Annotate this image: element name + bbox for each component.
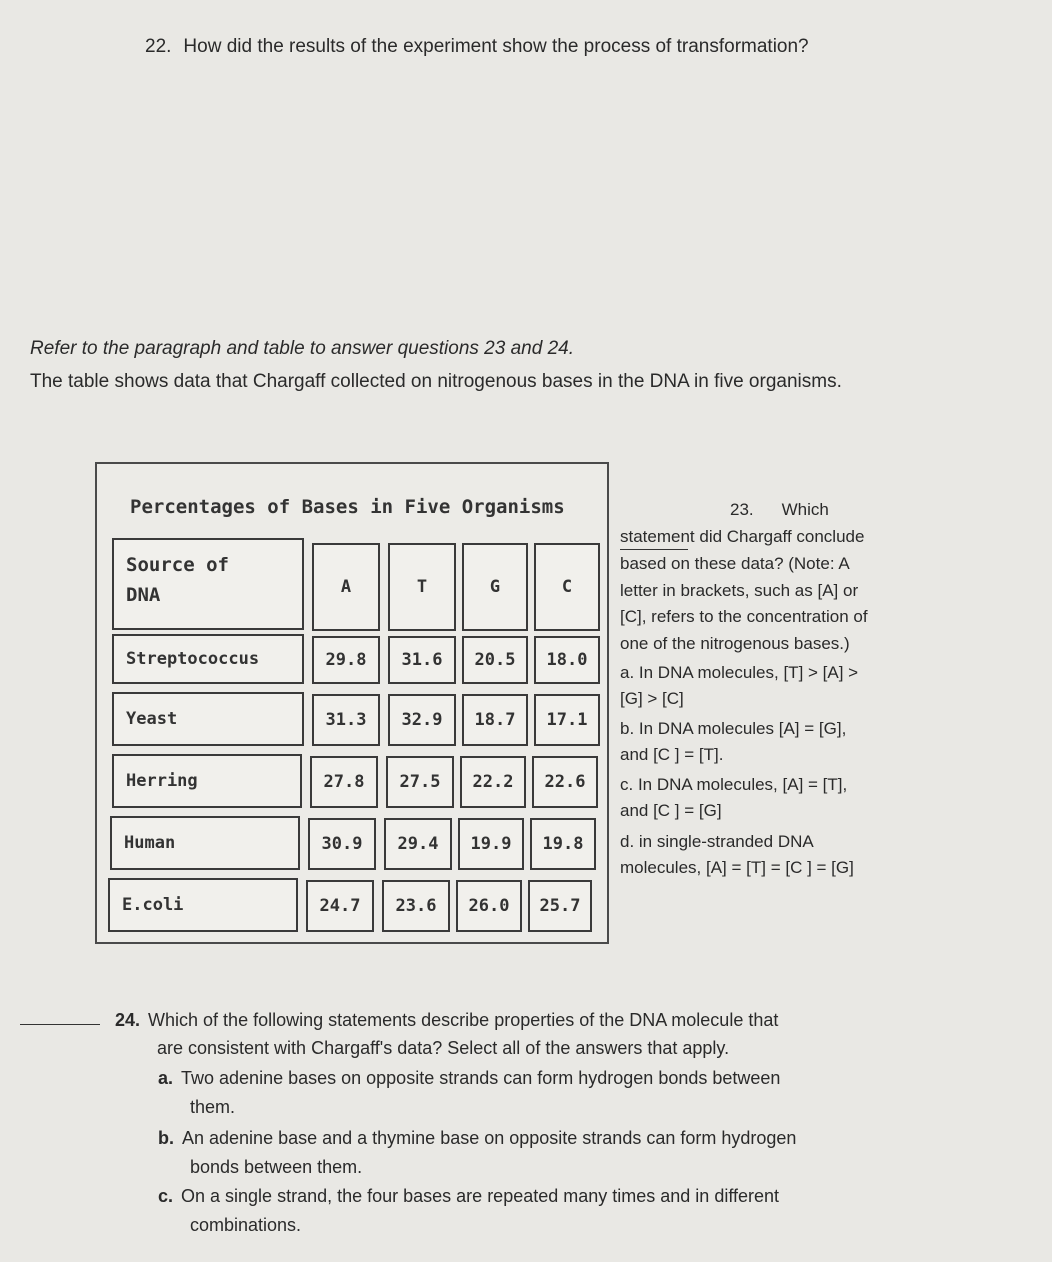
question-text-line1: Which of the following statements describe properties of the DNA molecule that bbox=[148, 1010, 779, 1030]
table-row-source: Yeast bbox=[112, 692, 304, 746]
table-cell: 30.9 bbox=[308, 818, 376, 870]
q23-option-d[interactable]: d. in single-stranded DNA bbox=[620, 832, 814, 851]
q23-line: one of the nitrogenous bases.) bbox=[620, 634, 850, 653]
q23-option-c[interactable]: c. In DNA molecules, [A] = [T], bbox=[620, 775, 848, 794]
table-cell: 17.1 bbox=[534, 694, 600, 746]
q23-option-c-cont: and [C ] = [G] bbox=[620, 801, 722, 820]
question-text-line2: are consistent with Chargaff's data? Select all of the answers that apply. bbox=[157, 1038, 730, 1058]
answer-blank-24[interactable] bbox=[20, 1024, 100, 1025]
q23-line: statement did Chargaff conclude bbox=[620, 527, 865, 546]
question-text: How did the results of the experiment show the process of transformation? bbox=[183, 36, 809, 57]
column-header-a: A bbox=[312, 543, 380, 631]
q23-line-0: 23. Which bbox=[730, 500, 829, 519]
table-cell: 27.5 bbox=[386, 756, 454, 808]
column-header-c: C bbox=[534, 543, 600, 631]
table-title: Percentages of Bases in Five Organisms bbox=[130, 496, 565, 518]
table-cell: 25.7 bbox=[528, 880, 592, 932]
column-header-g: G bbox=[462, 543, 528, 631]
table-cell: 32.9 bbox=[388, 694, 456, 746]
q24-option-b[interactable]: b. An adenine base and a thymine base on opposite strands can form hydrogen bonds between them. bbox=[158, 1128, 797, 1177]
table-cell: 24.7 bbox=[306, 880, 374, 932]
table-cell: 27.8 bbox=[310, 756, 378, 808]
question-number: 23. bbox=[730, 500, 754, 519]
column-header-t: T bbox=[388, 543, 456, 631]
table-row-source: Streptococcus bbox=[112, 634, 304, 684]
table-cell: 29.8 bbox=[312, 636, 380, 684]
source-header-line1: Source of bbox=[126, 554, 229, 576]
table-row-source: E.coli bbox=[108, 878, 298, 932]
table-cell: 18.0 bbox=[534, 636, 600, 684]
q23-option-a[interactable]: a. In DNA molecules, [T] > [A] > bbox=[620, 663, 859, 682]
table-cell: 31.6 bbox=[388, 636, 456, 684]
q23-option-b-cont: and [C ] = [T]. bbox=[620, 745, 724, 764]
question-number: 22. bbox=[145, 36, 172, 57]
question-24 bbox=[115, 1006, 915, 1062]
table-cell: 31.3 bbox=[312, 694, 380, 746]
table-cell: 20.5 bbox=[462, 636, 528, 684]
table-cell: 23.6 bbox=[382, 880, 450, 932]
q23-line: letter in brackets, such as [A] or bbox=[620, 581, 859, 600]
q23-option-b[interactable]: b. In DNA molecules [A] = [G], bbox=[620, 719, 847, 738]
intro-paragraph: The table shows data that Chargaff collected on nitrogenous bases in the DNA in five organisms. bbox=[30, 371, 842, 392]
source-header-line2: DNA bbox=[126, 584, 161, 606]
table-row-source: Human bbox=[110, 816, 300, 870]
question-22 bbox=[145, 36, 809, 58]
table-cell: 18.7 bbox=[462, 694, 528, 746]
q23-option-d-cont: molecules, [A] = [T] = [C ] = [G] bbox=[620, 858, 854, 877]
q23-option-a-cont: [G] > [C] bbox=[620, 689, 684, 708]
q24-option-c[interactable]: c. On a single strand, the four bases are repeated many times and in different combinations. bbox=[158, 1186, 780, 1235]
table-cell: 29.4 bbox=[384, 818, 452, 870]
source-header-cell bbox=[112, 538, 304, 630]
q24-option-a[interactable]: a. Two adenine bases on opposite strands can form hydrogen bonds between them. bbox=[158, 1068, 781, 1117]
table-cell: 22.2 bbox=[460, 756, 526, 808]
table-cell: 19.8 bbox=[530, 818, 596, 870]
table-cell: 22.6 bbox=[532, 756, 598, 808]
table-cell: 19.9 bbox=[458, 818, 524, 870]
table-row-source: Herring bbox=[112, 754, 302, 808]
q23-line: [C], refers to the concentration of bbox=[620, 607, 868, 626]
refer-instruction: Refer to the paragraph and table to answer questions 23 and 24. bbox=[30, 338, 574, 359]
question-number: 24. bbox=[115, 1010, 141, 1030]
q23-line: based on these data? (Note: A bbox=[620, 554, 850, 573]
table-cell: 26.0 bbox=[456, 880, 522, 932]
